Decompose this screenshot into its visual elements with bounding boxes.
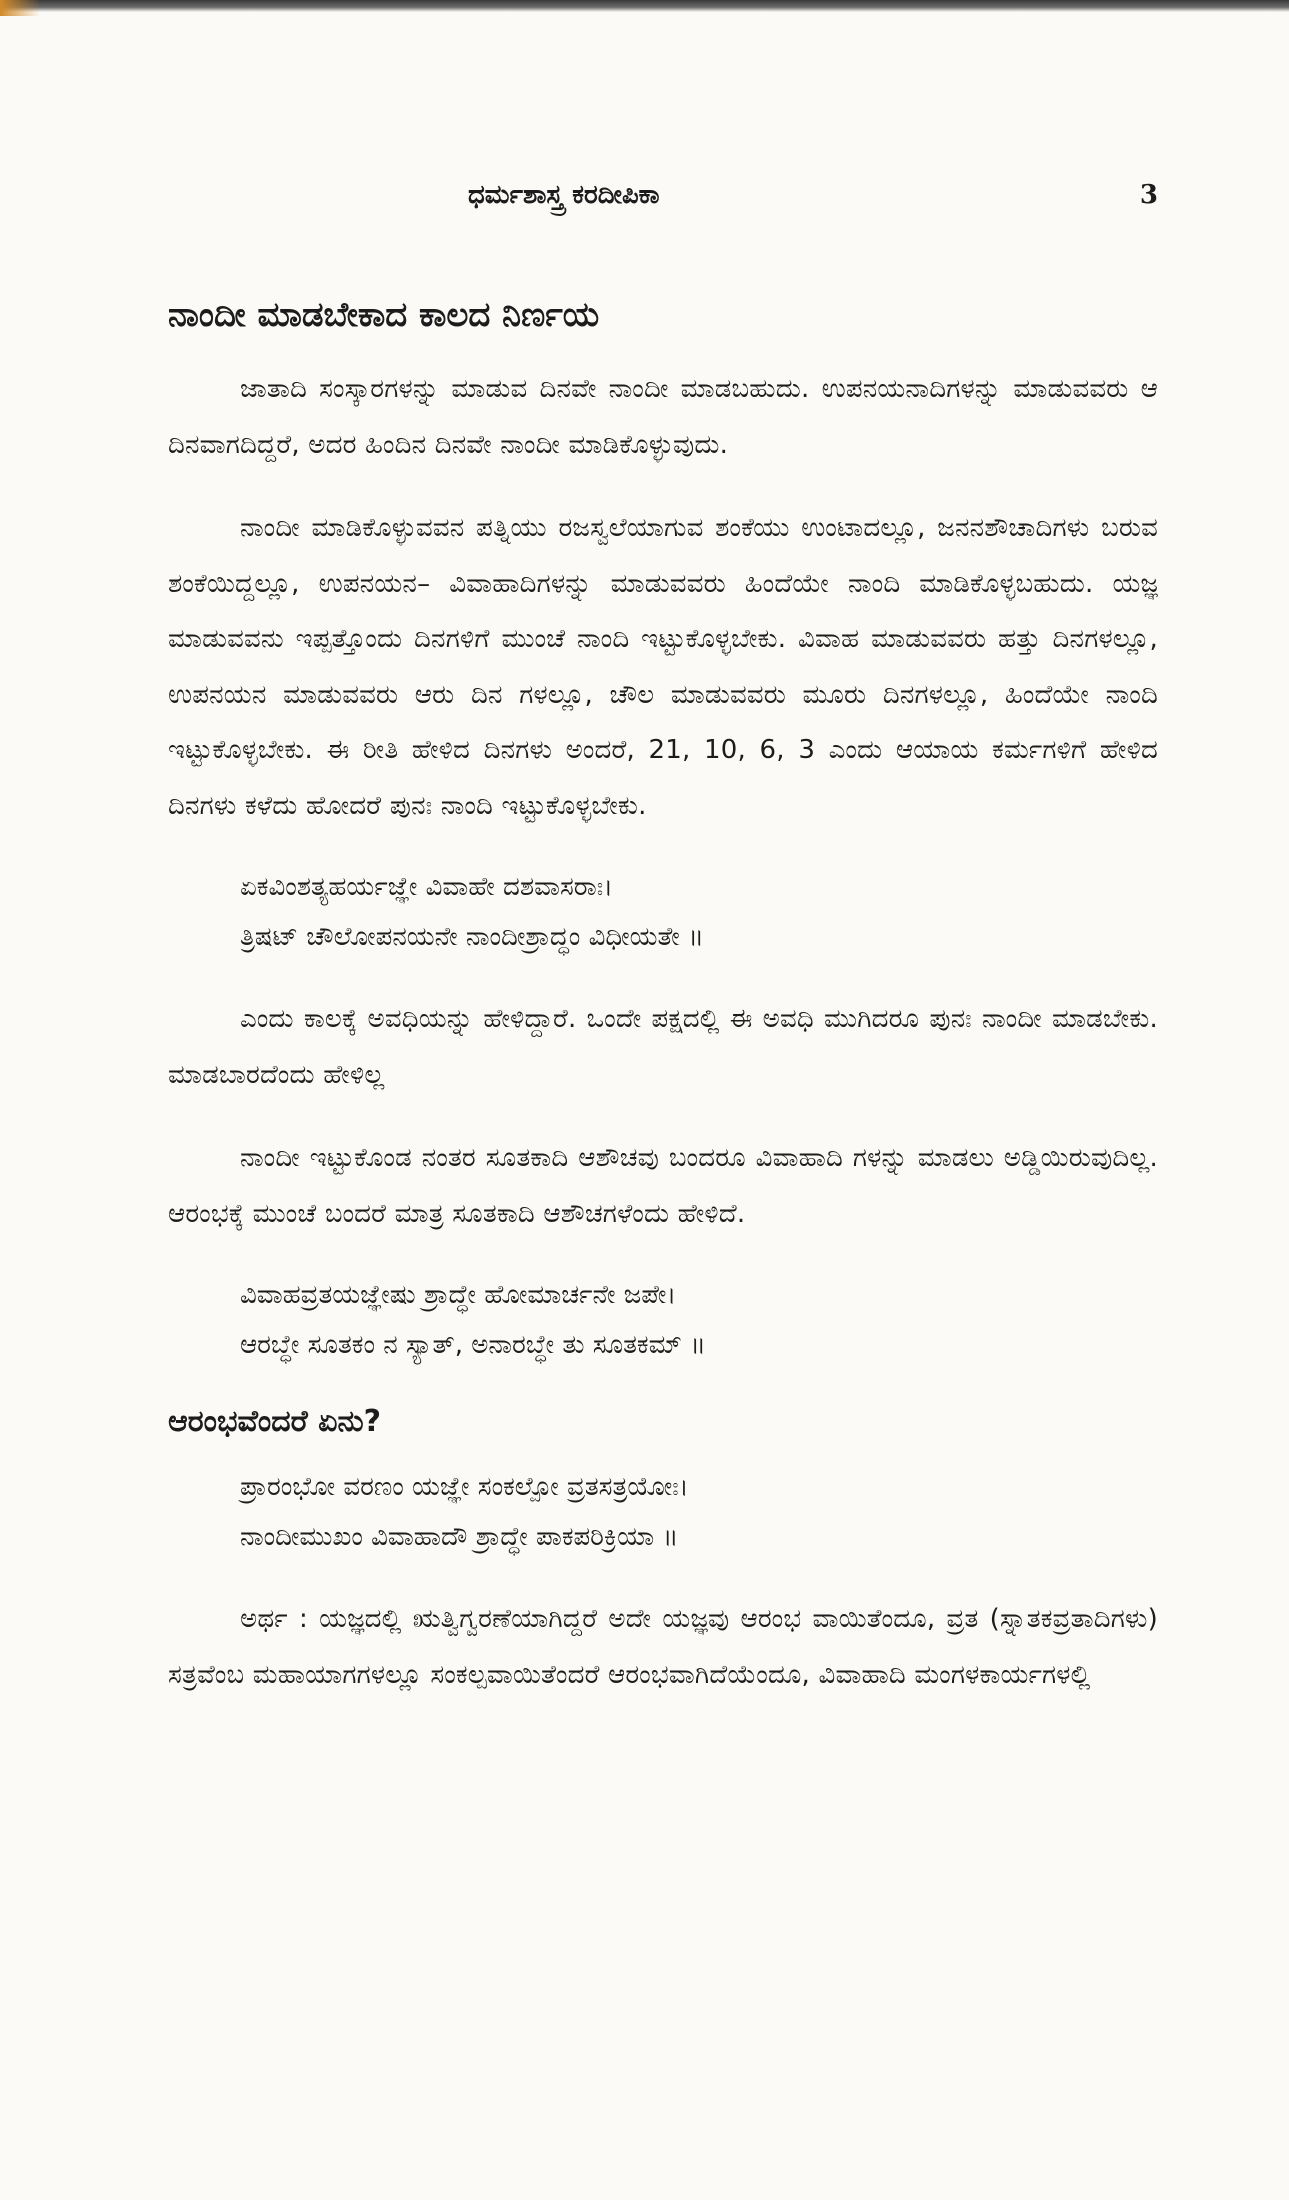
paragraph: ಅರ್ಥ : ಯಜ್ಞದಲ್ಲಿ ಋತ್ವಿಗ್ವರಣೆಯಾಗಿದ್ದರೆ ಅದೇ ಯಜ್ಞವು ಆರಂಭ ವಾಯಿತೆಂದೂ, ವ್ರತ (ಸ್ನಾತಕವ್ರತಾದಿಗಳು) ಸತ್ರವೆಂಬ ಮಹಾಯಾಗಗಳಲ್ಲೂ ಸಂಕಲ್ಪವಾಯಿತೆಂದರೆ ಆರಂಭವಾಗಿದೆಯೆಂದೂ, ವಿವಾಹಾದಿ ಮಂಗಳಕಾರ್ಯಗಳಲ್ಲಿ [168,1604,1158,1690]
verse-block [240,1462,1158,1562]
page-corner-shadow [0,0,40,16]
verse-line: ಏಕವಿಂಶತ್ಯಹರ್ಯಜ್ಞೇ ವಿವಾಹೇ ದಶವಾಸರಾಃ। [240,872,614,902]
running-header [168,180,1158,220]
verse-block [240,862,1158,962]
verse-line: ವಿವಾಹವ್ರತಯಜ್ಞೇಷು ಶ್ರಾದ್ಧೇ ಹೋಮಾರ್ಚನೇ ಜಪೇ। [240,1280,677,1310]
verse-line: ಆರಬ್ಧೇ ಸೂತಕಂ ನ ಸ್ಯಾತ್, ಅನಾರಬ್ಧೇ ತು ಸೂತಕಮ್ ॥ [240,1330,706,1360]
running-title: ಧರ್ಮಶಾಸ್ತ್ರ ಕರದೀಪಿಕಾ [468,180,660,210]
paragraph: ಎಂದು ಕಾಲಕ್ಕೆ ಅವಧಿಯನ್ನು ಹೇಳಿದ್ದಾರೆ. ಒಂದೇ ಪಕ್ಷದಲ್ಲಿ ಈ ಅವಧಿ ಮುಗಿದರೂ ಪುನಃ ನಾಂದೀ ಮಾಡಬೇಕು. ಮಾಡಬಾರದೆಂದು ಹೇಳಿಲ್ಲ [168,1004,1158,1090]
verse-line: ತ್ರಿಷಟ್ ಚೌಲೋಪನಯನೇ ನಾಂದೀಶ್ರಾದ್ಧಂ ವಿಧೀಯತೇ ॥ [240,922,704,952]
paragraph: ನಾಂದೀ ಇಟ್ಟುಕೊಂಡ ನಂತರ ಸೂತಕಾದಿ ಆಶೌಚವು ಬಂದರೂ ವಿವಾಹಾದಿ ಗಳನ್ನು ಮಾಡಲು ಅಡ್ಡಿಯಿರುವುದಿಲ್ಲ. ಆರಂಭಕ್ಕೆ ಮುಂಚೆ ಬಂದರೆ ಮಾತ್ರ ಸೂತಕಾದಿ ಆಶೌಚಗಳೆಂದು ಹೇಳಿದೆ. [168,1143,1158,1229]
page-content [168,292,1158,1731]
section-heading-what-is-arambha: ಆರಂಭವೆಂದರೆ ಏನು? [168,1404,382,1439]
page-top-edge [0,0,1289,12]
verse-line: ನಾಂದೀಮುಖಂ ವಿವಾಹಾದೌ ಶ್ರಾದ್ಧೇ ಪಾಕಪರಿಕ್ರಿಯಾ ॥ [240,1522,679,1552]
paragraph: ಜಾತಾದಿ ಸಂಸ್ಕಾರಗಳನ್ನು ಮಾಡುವ ದಿನವೇ ನಾಂದೀ ಮಾಡಬಹುದು. ಉಪನಯನಾದಿಗಳನ್ನು ಮಾಡುವವರು ಆ ದಿನವಾಗದಿದ್ದರೆ, ಅದರ ಹಿಂದಿನ ದಿನವೇ ನಾಂದೀ ಮಾಡಿಕೊಳ್ಳುವುದು. [168,374,1158,460]
page-number: 3 [1139,180,1158,210]
paragraph: ನಾಂದೀ ಮಾಡಿಕೊಳ್ಳುವವನ ಪತ್ನಿಯು ರಜಸ್ವಲೆಯಾಗುವ ಶಂಕೆಯು ಉಂಟಾದಲ್ಲೂ, ಜನನಶೌಚಾದಿಗಳು ಬರುವ ಶಂಕೆಯಿದ್ದಲ್ಲೂ, ಉಪನಯನ– ವಿವಾಹಾದಿಗಳನ್ನು ಮಾಡುವವರು ಹಿಂದೆಯೇ ನಾಂದಿ ಮಾಡಿಕೊಳ್ಳಬಹುದು. ಯಜ್ಞ ಮಾಡುವವನು ಇಪ್ಪತ್ತೊಂದು ದಿನಗಳಿಗೆ ಮುಂಚೆ ನಾಂದಿ ಇಟ್ಟುಕೊಳ್ಳಬೇಕು. ವಿವಾಹ ಮಾಡುವವರು ಹತ್ತು ದಿನಗಳಲ್ಲೂ, ಉಪನಯನ ಮಾಡುವವರು ಆರು ದಿನ ಗಳಲ್ಲೂ, ಚೌಲ ಮಾಡುವವರು ಮೂರು ದಿನಗಳಲ್ಲೂ, ಹಿಂದೆಯೇ ನಾಂದಿ ಇಟ್ಟುಕೊಳ್ಳಬೇಕು. ಈ ರೀತಿ ಹೇಳಿದ ದಿನಗಳು ಅಂದರೆ, 21, 10, 6, 3 ಎಂದು ಆಯಾಯ ಕರ್ಮಗಳಿಗೆ ಹೇಳಿದ ದಿನಗಳು ಕಳೆದು ಹೋದರೆ ಪುನಃ ನಾಂದಿ ಇಟ್ಟುಕೊಳ್ಳಬೇಕು. [168,513,1158,821]
verse-block [240,1270,1158,1370]
section-heading-nandi-time: ನಾಂದೀ ಮಾಡಬೇಕಾದ ಕಾಲದ ನಿರ್ಣಯ [168,295,600,335]
verse-line: ಪ್ರಾರಂಭೋ ವರಣಂ ಯಜ್ಞೇ ಸಂಕಲ್ಪೋ ವ್ರತಸತ್ರಯೋಃ। [240,1472,689,1502]
